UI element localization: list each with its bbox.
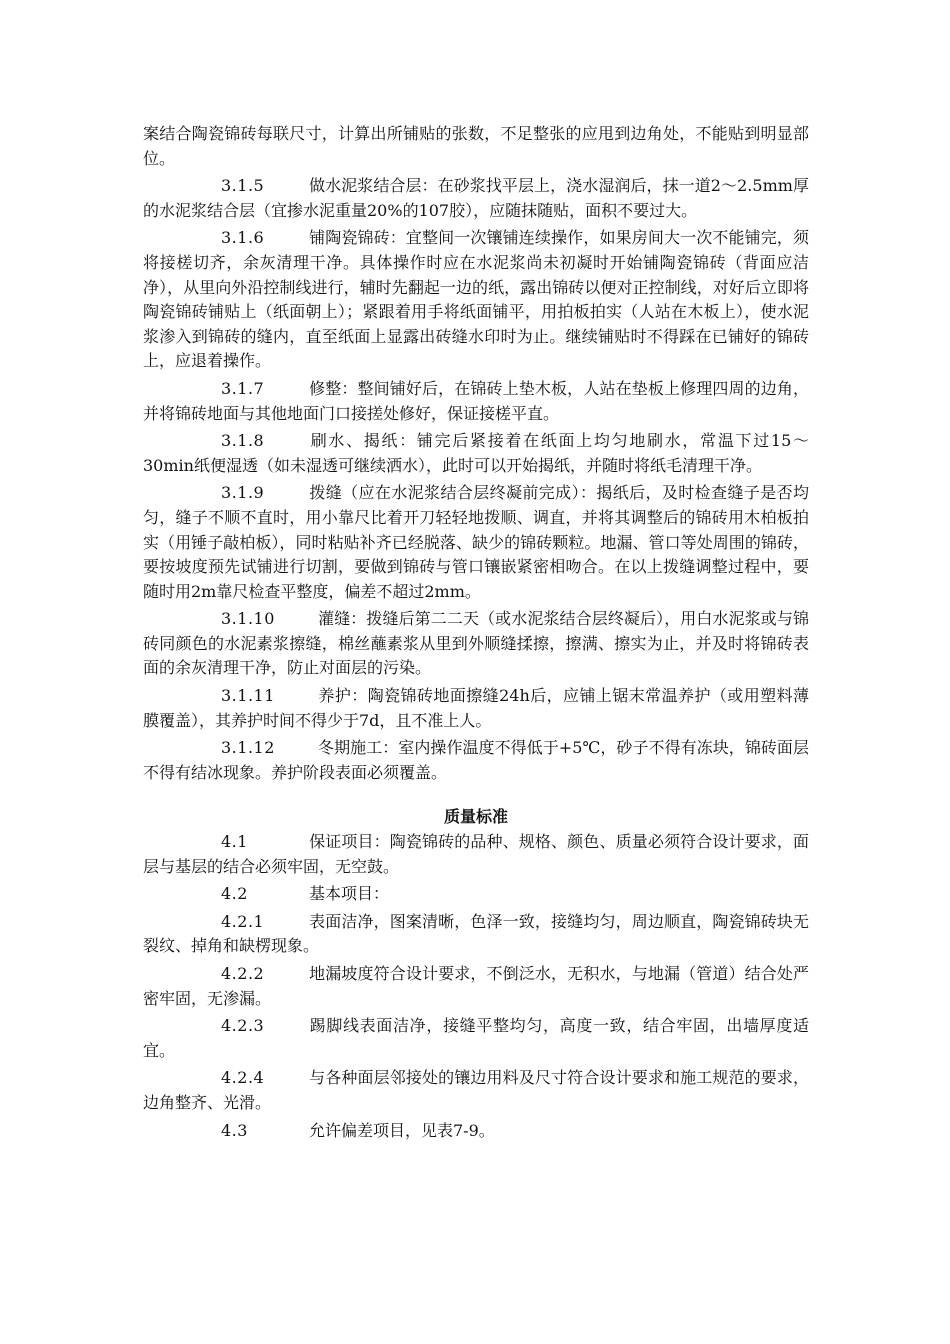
clause-3-1-7: [143, 377, 809, 426]
clause-text: 养护：陶瓷锦砖地面擦缝24h后，应铺上锯末常温养护（或用塑料薄膜覆盖），其养护时间不得少于7d，且不准上人。: [143, 686, 809, 730]
clause-4-3: [143, 1119, 809, 1144]
clause-text: 基本项目：: [309, 884, 390, 904]
paragraph-continuation: 案结合陶瓷锦砖每联尺寸，计算出所铺贴的张数，不足整张的应甩到边角处，不能贴到明显部位。: [143, 124, 809, 168]
clause-number: 3.1.5: [221, 176, 265, 196]
clause-text: 刷水、揭纸：铺完后紧接着在纸面上均匀地刷水，常温下过15～30min纸便湿透（如未湿透可继续洒水），此时可以开始揭纸，并随时将纸毛清理干净。: [143, 431, 809, 475]
clause-text: 冬期施工：室内操作温度不得低于+5℃，砂子不得有冻块，锦砖面层不得有结冰现象。养护阶段表面必须覆盖。: [143, 738, 809, 782]
section-heading-quality-standard: 质量标准: [443, 807, 508, 827]
clause-number: 4.2.3: [221, 1016, 265, 1036]
clause-text: 允许偏差项目，见表7-9。: [309, 1120, 495, 1140]
clause-4-2-2: [143, 962, 809, 1011]
clause-text: 保证项目：陶瓷锦砖的品种、规格、颜色、质量必须符合设计要求，面层与基层的结合必须牢固，无空鼓。: [143, 832, 809, 876]
clause-3-1-11: [143, 684, 809, 733]
clause-number: 3.1.7: [221, 378, 265, 398]
clause-number: 4.3: [221, 1120, 248, 1140]
clause-number: 3.1.8: [221, 431, 265, 451]
clause-number: 3.1.12: [221, 738, 275, 758]
clause-text: 做水泥浆结合层：在砂浆找平层上，浇水湿润后，抹一道2～2.5mm厚的水泥浆结合层（宜掺水泥重量20%的107胶），应随抹随贴，面积不要过大。: [143, 176, 809, 220]
clause-text: 表面洁净，图案清晰，色泽一致，接缝均匀，周边顺直，陶瓷锦砖块无裂纹、掉角和缺楞现象。: [143, 911, 809, 956]
clause-3-1-6: [143, 226, 809, 374]
clause-number: 4.2: [221, 884, 248, 904]
clause-number: 4.2.4: [221, 1068, 265, 1088]
document-page: [143, 122, 809, 1146]
clause-text: 灌缝：拨缝后第二二天（或水泥浆结合层终凝后），用白水泥浆或与锦砖同颜色的水泥素浆擦缝，棉丝蘸素浆从里到外顺缝揉擦，擦满、擦实为止，并及时将锦砖表面的余灰清理干净，防止对面层的污染。: [143, 609, 809, 678]
clause-text: 踢脚线表面洁净，接缝平整均匀，高度一致，结合牢固，出墙厚度适宜。: [143, 1016, 809, 1060]
clause-3-1-8: [143, 429, 809, 478]
clause-number: 3.1.9: [221, 483, 265, 503]
clause-number: 3.1.6: [221, 228, 265, 248]
clause-3-1-5: [143, 174, 809, 223]
clause-number: 4.2.1: [221, 911, 265, 931]
clause-number: 4.2.2: [221, 964, 265, 983]
clause-4-2-4: [143, 1066, 809, 1115]
clause-text: 拨缝（应在水泥浆结合层终凝前完成）：揭纸后，及时检查缝子是否均匀，缝子不顺不直时，用小靠尺比着开刀轻轻地拨顺、调直，并将其调整后的锦砖用木柏板拍实（用锤子敲柏板），同时粘贴补齐已经脱落、缺少的锦砖颗粒。地漏、管口等处周围的锦砖，要按坡度预先试铺进行切割，要做到锦砖与管口镶嵌紧密相吻合。在以上拨缝调整过程中，要随时用2m靠尺检查平整度，偏差不超过2mm。: [143, 483, 809, 601]
clause-4-2-1: [143, 910, 809, 959]
clause-3-1-10: [143, 607, 809, 681]
clause-number: 4.1: [221, 832, 248, 852]
clause-number: 3.1.10: [221, 609, 275, 629]
clause-3-1-9: [143, 481, 809, 604]
clause-4-1: [143, 830, 809, 879]
clause-text: 铺陶瓷锦砖：宜整间一次镶铺连续操作，如果房间大一次不能铺完，须将接槎切齐，余灰清理干净。具体操作时应在水泥浆尚未初凝时开始铺陶瓷锦砖（背面应洁净），从里向外沿控制线进行，辅时先翻起一边的纸，露出锦砖以便对正控制线，对好后立即将陶瓷锦砖铺贴上（纸面朝上）；紧跟着用手将纸面铺平，用拍板拍实（人站在木板上），使水泥浆渗入到锦砖的缝内，直至纸面上显露出砖缝水印时为止。继续铺贴时不得踩在已铺好的锦砖上，应退着操作。: [143, 228, 809, 371]
clause-4-2: [143, 882, 809, 907]
clause-3-1-12: [143, 736, 809, 785]
clause-4-2-3: [143, 1014, 809, 1063]
clause-number: 3.1.11: [221, 686, 275, 706]
clause-text: 地漏坡度符合设计要求，不倒泛水，无积水，与地漏（管道）结合处严密牢固，无渗漏。: [143, 964, 809, 1008]
clause-text: 与各种面层邻接处的镶边用料及尺寸符合设计要求和施工规范的要求，边角整齐、光滑。: [143, 1068, 809, 1112]
clause-text: 修整：整间铺好后，在锦砖上垫木板，人站在垫板上修理四周的边角，并将锦砖地面与其他地面门口接搓处修好，保证接槎平直。: [143, 378, 809, 423]
